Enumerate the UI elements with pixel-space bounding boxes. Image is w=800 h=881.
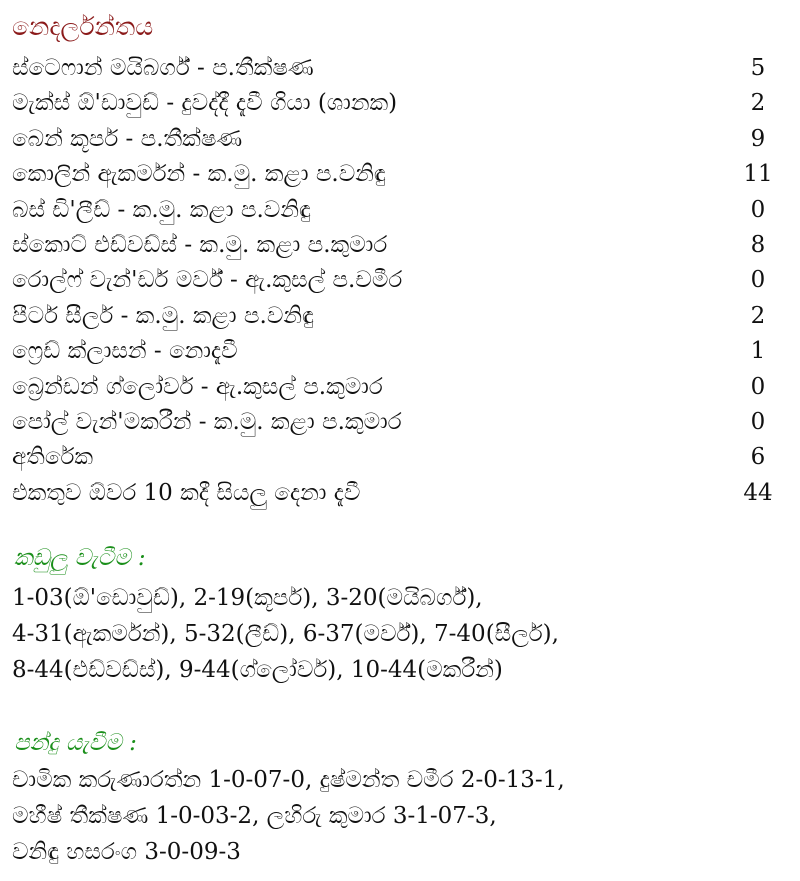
runs: 8: [750, 231, 766, 258]
bowling-heading: පන්දු යැවීම :: [14, 730, 137, 756]
batsman-dismissal: පීටර් සීලර් - ක.මු. කළා ප.වනිඳු: [12, 302, 314, 329]
runs: 0: [750, 373, 766, 400]
batting-row: [12, 51, 788, 86]
runs: 11: [743, 161, 773, 188]
team-title: නෙදර්ලන්තය: [12, 12, 154, 41]
runs: 0: [750, 267, 766, 294]
batting-row: [12, 228, 788, 263]
total-runs: 44: [743, 479, 773, 506]
runs: 0: [750, 408, 766, 435]
batsman-dismissal: බ්‍රෙන්ඩන් ග්ලෝවර් - ඇ.කුසල් ප.කුමාර: [12, 373, 383, 400]
batting-row: [12, 334, 788, 369]
bowling-line: චාමික කරුණාරත්න 1-0-07-0, දුෂ්මන්ත චමීර 2-0-13-1,: [12, 767, 565, 793]
batting-row: [12, 263, 788, 298]
batsman-dismissal: බස් ඩි'ලීඩ් - ක.මු. කළා ප.වනිඳු: [12, 196, 311, 223]
batsman-dismissal: ෆ්‍රෙඩ් ක්ලාසන් - නොදැවී: [12, 338, 238, 365]
runs: 2: [750, 302, 766, 329]
total-label: එකතුව ඕවර 10 කදී සියලු දෙනා දැවී: [12, 479, 361, 506]
fall-of-wickets-line: 8-44(එඩ්වඩ්ස්), 9-44(ග්ලෝවර්), 10-44(මකරීන්): [12, 657, 503, 683]
batsman-dismissal: බෙන් කූපර් - ප.තීක්ෂණ: [12, 125, 243, 152]
batsman-dismissal: මැක්ස් ඕ'ඩාවුඩ් - දුවද්දී දැවී ගියා (ශානක): [12, 90, 398, 117]
fall-of-wickets-heading: කඩුලු වැටීම :: [14, 545, 146, 571]
batting-row: [12, 122, 788, 157]
batsman-dismissal: කොලින් ඇකර්මන් - ක.මු. කළා ප.වනිඳු: [12, 161, 386, 188]
extras-label: අතිරේක: [12, 444, 94, 471]
fall-of-wickets-line: 4-31(ඇකර්මන්), 5-32(ලීඩ්), 6-37(මර්ව්), 7-40(සීලර්),: [12, 621, 559, 647]
bowling-line: මහීෂ් තීක්ෂණ 1-0-03-2, ලහිරු කුමාර 3-1-07-3,: [12, 803, 497, 829]
runs: 2: [750, 90, 766, 117]
batting-row: [12, 370, 788, 405]
bowling-text: [12, 762, 788, 870]
extras-runs: 6: [750, 444, 766, 471]
batting-row: [12, 405, 788, 440]
runs: 0: [750, 196, 766, 223]
extras-row: [12, 440, 788, 475]
runs: 5: [750, 55, 766, 81]
batsman-dismissal: පෝල් වැන්'මකරීන් - ක.මු. කළා ප.කුමාර: [12, 408, 402, 435]
total-row: [12, 476, 788, 511]
batsman-dismissal: ස්ටෙෆාන් මයිබර්ග් - ප.තීක්ෂණ: [12, 55, 314, 81]
batting-row: [12, 86, 788, 121]
runs: 9: [750, 125, 766, 152]
batting-row: [12, 157, 788, 192]
fall-of-wickets-line: 1-03(ඕ'ඩොවුඩ්), 2-19(කූපර්), 3-20(මයිබර්ග්),: [12, 585, 483, 611]
runs: 1: [750, 338, 766, 365]
batting-row: [12, 193, 788, 228]
batsman-dismissal: රොල්ෆ් වැන්'ඩර් මර්ව් - ඇ.කුසල් ප.චමීර: [12, 267, 403, 294]
batting-scorecard: [12, 51, 788, 511]
batsman-dismissal: ස්කොට් එඩ්වඩ්ස් - ක.මු. කළා ප.කුමාර: [12, 231, 388, 258]
fall-of-wickets-text: [12, 580, 788, 688]
bowling-line: වනිඳු හසරංග 3-0-09-3: [12, 839, 241, 865]
batting-row: [12, 299, 788, 334]
